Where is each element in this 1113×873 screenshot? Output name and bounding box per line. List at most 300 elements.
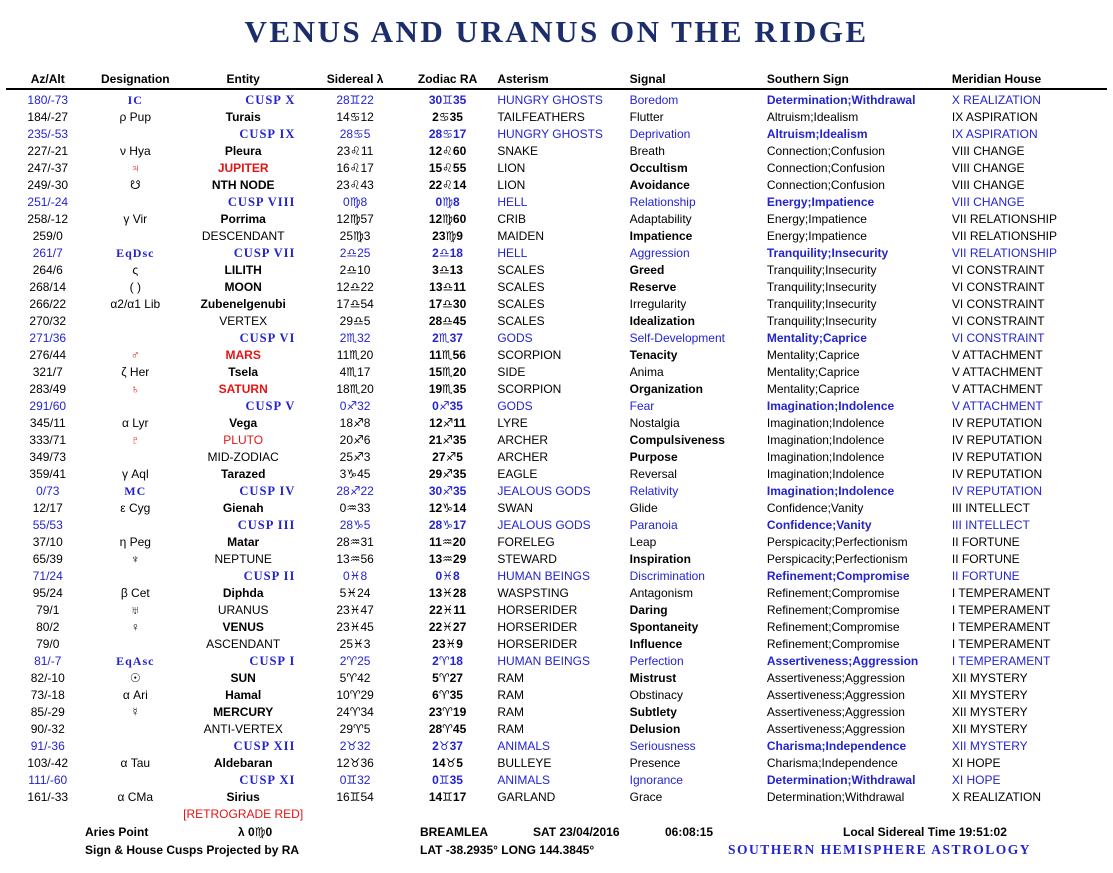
cell-des [90, 449, 182, 466]
table-row [6, 755, 1107, 772]
cell-entity: Porrima [220, 212, 266, 226]
cell-south: Mentality;Caprice [766, 365, 860, 379]
cell-ra: 13♒29 [428, 552, 467, 566]
cell-ast: RAM [497, 722, 524, 736]
table-row [6, 143, 1107, 160]
aries-point-value: λ 0♍0 [238, 825, 273, 839]
cell-south: Mentality;Caprice [766, 348, 860, 362]
cell-des: ♃ [130, 161, 140, 175]
cell-az: 345/11 [29, 416, 66, 430]
table-row [6, 364, 1107, 381]
cell-ast: RAM [497, 705, 524, 719]
cell-ast: ANIMALS [497, 773, 551, 787]
table-row [6, 279, 1107, 296]
cell-ast: HORSERIDER [497, 620, 578, 634]
cell-south: Perspicacity;Perfectionism [766, 552, 908, 566]
cell-south: Imagination;Indolence [766, 433, 885, 447]
cell-house: XII MYSTERY [951, 722, 1028, 736]
cell-south: Charisma;Independence [766, 739, 907, 753]
cell-south: Altruism;Idealism [766, 127, 868, 141]
cell-des: β Cet [120, 586, 150, 600]
cell-entity: CUSP VII [233, 246, 296, 260]
cell-house: IX ASPIRATION [951, 127, 1038, 141]
cell-sig: Aggression [629, 246, 690, 260]
cell-entity: Gienah [222, 501, 264, 515]
cell-sid: 5♈42 [339, 671, 371, 685]
cell-ra: 17♎30 [428, 297, 467, 311]
cell-des: ♂ [130, 348, 140, 362]
cell-des: ♀ [130, 620, 140, 634]
cell-sid: 4♏17 [339, 365, 371, 379]
cell-des [90, 636, 182, 653]
cell-house: XII MYSTERY [951, 688, 1028, 702]
cell-az: 180/-73 [27, 93, 69, 107]
page-title: VENUS AND URANUS ON THE RIDGE [244, 14, 869, 49]
cell-sig: Relationship [629, 195, 696, 209]
cell-ast: RAM [497, 671, 524, 685]
cell-ra: 0♓8 [435, 569, 460, 583]
cell-house: V ATTACHMENT [951, 365, 1043, 379]
cell-house: XI HOPE [951, 773, 1001, 787]
cell-house: IV REPUTATION [951, 433, 1043, 447]
cell-sid: 2♏32 [339, 331, 371, 345]
cell-des [90, 517, 181, 534]
table-row [6, 347, 1107, 364]
table-row [6, 721, 1107, 738]
cell-sig: Irregularity [629, 297, 687, 311]
cell-sig: Antagonism [629, 586, 693, 600]
column-header-ra: Zodiac RA [417, 72, 478, 86]
cell-des: EqAsc [116, 654, 155, 668]
cell-house: II FORTUNE [951, 569, 1020, 583]
cell-house: VIII CHANGE [951, 178, 1025, 192]
cell-az: 12/17 [32, 501, 63, 515]
cell-house: II FORTUNE [951, 552, 1020, 566]
cell-house: VI CONSTRAINT [951, 263, 1045, 277]
cell-south: Refinement;Compromise [766, 603, 900, 617]
cell-house: IV REPUTATION [951, 467, 1043, 481]
table-row [6, 466, 1107, 483]
cell-az: 276/44 [29, 348, 67, 362]
cell-entity: MERCURY [213, 705, 274, 719]
cell-ra: 23♍9 [432, 229, 463, 243]
cell-south: Imagination;Indolence [766, 484, 895, 498]
cell-sig: Seriousness [629, 739, 696, 753]
cell-entity: NEPTUNE [214, 552, 272, 566]
column-header-az: Az/Alt [30, 72, 65, 86]
local-sidereal-time: Local Sidereal Time 19:51:02 [843, 825, 1007, 839]
cell-entity: VENUS [222, 620, 264, 634]
cell-entity: CUSP V [245, 399, 296, 413]
cell-entity: CUSP I [249, 654, 296, 668]
cell-az: 85/-29 [30, 705, 65, 719]
cusp-row [6, 126, 1107, 143]
cell-ast: STEWARD [497, 552, 557, 566]
cell-entity: SUN [230, 671, 256, 685]
cell-az: 266/22 [29, 297, 67, 311]
cell-ra: 6♈35 [432, 688, 463, 702]
cell-sid: 12♉36 [336, 756, 374, 770]
cell-az: 261/7 [32, 246, 63, 260]
cell-ast: SWAN [497, 501, 533, 515]
cell-az: 258/-12 [27, 212, 69, 226]
cell-ra: 12♑14 [428, 501, 467, 515]
cell-house: III INTELLECT [951, 501, 1030, 515]
cell-ast: TAILFEATHERS [497, 110, 585, 124]
cell-sig: Self-Development [629, 331, 725, 345]
cell-entity: NTH NODE [211, 178, 275, 192]
cell-sid: 23♓45 [336, 620, 374, 634]
cell-sig [626, 806, 763, 823]
cell-des: IC [127, 93, 143, 107]
cell-ra: 15♏20 [428, 365, 467, 379]
cell-sig: Deprivation [629, 127, 691, 141]
table-row [6, 109, 1107, 126]
cell-sid: 23♓47 [336, 603, 374, 617]
cell-ra: 2♉37 [432, 739, 463, 753]
cell-entity: ASCENDANT [206, 637, 281, 651]
cell-house: I TEMPERAMENT [951, 620, 1051, 634]
cell-sig: Tenacity [629, 348, 678, 362]
cell-entity: CUSP VI [239, 331, 296, 345]
cell-sid: 20♐6 [339, 433, 371, 447]
cell-az: 161/-33 [27, 790, 69, 804]
cell-az: 79/0 [36, 637, 60, 651]
cell-south: Energy;Impatience [766, 212, 867, 226]
cell-sid: 28♊22 [336, 93, 374, 107]
cell-south: Imagination;Indolence [766, 399, 895, 413]
table-row [6, 228, 1107, 245]
cell-south: Connection;Confusion [766, 144, 885, 158]
cell-sid: 2♉32 [339, 739, 371, 753]
cell-ast: MAIDEN [497, 229, 544, 243]
cell-az: 283/49 [29, 382, 67, 396]
cell-sid: 5♓24 [339, 586, 371, 600]
cell-south: Charisma;Independence [766, 756, 898, 770]
cell-sig: Breath [629, 144, 665, 158]
cell-entity: VERTEX [219, 314, 268, 328]
table-row [6, 500, 1107, 517]
cell-des [90, 228, 182, 245]
cell-des: ♆ [130, 552, 140, 566]
cell-south: Refinement;Compromise [766, 637, 900, 651]
cell-ra: 30♐35 [428, 484, 467, 498]
column-header-sig: Signal [629, 72, 666, 86]
cusp-row [6, 772, 1107, 789]
cell-ra: 22♓27 [428, 620, 467, 634]
cell-sid: 2♈25 [339, 654, 371, 668]
cell-sid: 0♐32 [339, 399, 371, 413]
cell-ast: JEALOUS GODS [497, 518, 591, 532]
cell-ra: 19♏35 [428, 382, 467, 396]
cell-sid: 13♒56 [336, 552, 374, 566]
cell-ra: 0♊35 [432, 773, 463, 787]
cell-des: ρ Pup [119, 110, 152, 124]
cell-ast: HUMAN BEINGS [497, 654, 591, 668]
cell-house: VII RELATIONSHIP [951, 212, 1058, 226]
cell-des: α Tau [120, 756, 151, 770]
table-row [6, 551, 1107, 568]
cell-sig: Nostalgia [629, 416, 680, 430]
cell-ast: SCALES [497, 280, 545, 294]
cell-az: 264/6 [32, 263, 63, 277]
cell-sid: 12♍57 [336, 212, 374, 226]
cell-ast: SCORPION [497, 382, 562, 396]
cell-des: ♇ [130, 433, 140, 447]
cusp-row [6, 738, 1107, 755]
cell-south: Tranquility;Insecurity [766, 297, 877, 311]
cell-sid: 16♌17 [336, 161, 374, 175]
cell-des: γ Vir [123, 212, 148, 226]
cell-ra: 22♌14 [428, 178, 467, 192]
cell-south: Altruism;Idealism [766, 110, 859, 124]
cell-az: 271/36 [29, 331, 67, 345]
cell-az: 81/-7 [34, 654, 62, 668]
brand-name: SOUTHERN HEMISPHERE ASTROLOGY [728, 842, 1032, 857]
table-row [6, 704, 1107, 721]
cell-sid: 29♈5 [339, 722, 371, 736]
cell-house: I TEMPERAMENT [951, 654, 1051, 668]
cell-az: 247/-37 [27, 161, 69, 175]
cell-ast: EAGLE [497, 467, 538, 481]
cell-des: ☋ [129, 178, 141, 192]
cell-entity: LILITH [224, 263, 262, 277]
cell-ra: 2♎18 [432, 246, 463, 260]
cell-ast: WASPSTING [497, 586, 569, 600]
cell-des: ( ) [129, 280, 141, 294]
table-row [6, 262, 1107, 279]
column-header-entity: Entity [226, 72, 260, 86]
cell-sig: Mistrust [629, 671, 677, 685]
cell-entity: JUPITER [217, 161, 269, 175]
cell-ast: FORELEG [497, 535, 555, 549]
cell-sid: 25♓3 [339, 637, 371, 651]
cell-az: 91/-36 [30, 739, 65, 753]
cell-ast: RAM [497, 688, 524, 702]
cell-sid: 23♌43 [336, 178, 374, 192]
cell-sid: 12♎22 [336, 280, 374, 294]
cell-south: Assertiveness;Aggression [766, 671, 905, 685]
cell-sig: Organization [629, 382, 703, 396]
cell-sid: 24♈34 [336, 705, 374, 719]
cell-ra: 28♎45 [428, 314, 467, 328]
cell-sig: Flutter [629, 110, 664, 124]
cell-des: MC [124, 484, 147, 498]
cell-south: Tranquility;Insecurity [766, 246, 889, 260]
cell-des: α Lyr [122, 416, 149, 430]
cell-ast: LYRE [497, 416, 528, 430]
cell-ast: BULLEYE [497, 756, 552, 770]
cusp-row [6, 483, 1107, 500]
cell-sig: Fear [629, 399, 655, 413]
cell-des: ♄ [130, 382, 140, 396]
footer-line-1 [0, 823, 1113, 841]
cell-entity: Diphda [222, 586, 264, 600]
cell-ra: 2♋35 [432, 110, 463, 124]
cell-ast: SCORPION [497, 348, 562, 362]
cell-az: 359/41 [29, 467, 67, 481]
cell-sig: Purpose [629, 450, 678, 464]
cell-sig: Delusion [629, 722, 681, 736]
cell-sig: Idealization [629, 314, 695, 328]
cell-entity: Aldebaran [213, 756, 273, 770]
cell-sig: Influence [629, 637, 683, 651]
cell-sid: 2♎25 [339, 246, 371, 260]
cell-des: α2/α1 Lib [110, 297, 161, 311]
cell-az: 227/-21 [27, 144, 69, 158]
cell-az: 65/39 [32, 552, 63, 566]
cell-house: II FORTUNE [951, 535, 1020, 549]
cell-sig: Inspiration [629, 552, 691, 566]
cell-ra: 13♓28 [428, 586, 467, 600]
cell-entity: Pleura [224, 144, 262, 158]
cell-des: ς [132, 263, 139, 277]
cell-ast: SCALES [497, 263, 545, 277]
cell-entity: URANUS [217, 603, 269, 617]
cell-ra: 14♉5 [432, 756, 463, 770]
cell-az: 79/1 [36, 603, 60, 617]
cell-sid: 3♑45 [339, 467, 371, 481]
cell-house: X REALIZATION [951, 93, 1041, 107]
cell-ast: GARLAND [497, 790, 556, 804]
cell-sid: 17♎54 [336, 297, 374, 311]
column-header-house: Meridian House [951, 72, 1042, 86]
cell-south: Determination;Withdrawal [766, 773, 916, 787]
cell-ast: LION [497, 178, 526, 192]
cell-des: ε Cyg [120, 501, 151, 515]
cell-des [90, 126, 181, 143]
cell-south: Energy;Impatience [766, 229, 867, 243]
cell-sig: Presence [629, 756, 681, 770]
cell-ast: HUNGRY GHOSTS [497, 93, 603, 107]
cell-south: Confidence;Vanity [766, 501, 864, 515]
cell-sig: Perfection [629, 654, 684, 668]
cell-sig: Reversal [629, 467, 677, 481]
cell-az: 184/-27 [27, 110, 69, 124]
cell-entity: CUSP IX [239, 127, 296, 141]
cell-des [90, 772, 181, 789]
cell-ra: 23♈19 [428, 705, 467, 719]
cell-ra: 27♐5 [432, 450, 463, 464]
cell-sid: 18♏20 [336, 382, 374, 396]
cell-des: α Ari [122, 688, 148, 702]
cell-az: 73/-18 [30, 688, 65, 702]
cell-az: 71/24 [32, 569, 63, 583]
cell-sig: Anima [629, 365, 664, 379]
cell-house: VI CONSTRAINT [951, 331, 1045, 345]
column-header-south: Southern Sign [766, 72, 849, 86]
cell-south: Mentality;Caprice [766, 382, 860, 396]
cell-ra: 28♋17 [428, 127, 467, 141]
cell-sig: Daring [629, 603, 668, 617]
column-header-des: Designation [100, 72, 170, 86]
cell-sig: Glide [629, 501, 658, 515]
cell-south: Determination;Withdrawal [766, 790, 905, 804]
cell-house: V ATTACHMENT [951, 382, 1043, 396]
cell-south: Imagination;Indolence [766, 450, 885, 464]
cell-az: 55/53 [32, 518, 63, 532]
cell-az: 90/-32 [30, 722, 65, 736]
cell-house: V ATTACHMENT [951, 399, 1043, 413]
cell-sig: Boredom [629, 93, 679, 107]
cell-entity: CUSP X [245, 93, 296, 107]
cell-south [763, 806, 948, 823]
cell-az: 82/-10 [30, 671, 65, 685]
location-name: BREAMLEA [420, 825, 488, 839]
cell-sid: 29♎5 [339, 314, 371, 328]
cell-az: 95/24 [32, 586, 63, 600]
cell-sid: 0♒33 [339, 501, 371, 515]
cell-az: 111/-60 [28, 773, 68, 787]
cell-south: Confidence;Vanity [766, 518, 872, 532]
cell-ra: 0♐35 [432, 399, 463, 413]
cell-house: III INTELLECT [951, 518, 1030, 532]
cusp-row [6, 245, 1107, 262]
cell-des: ♅ [130, 603, 140, 617]
table-row [6, 585, 1107, 602]
cell-south: Imagination;Indolence [766, 416, 885, 430]
column-header-ast: Asterism [497, 72, 549, 86]
cell-des: η Peg [119, 535, 151, 549]
table-row [6, 636, 1107, 653]
cell-sig: Relativity [629, 484, 679, 498]
cell-az: 80/2 [36, 620, 60, 634]
cell-ra: 5♈27 [432, 671, 463, 685]
cell-sig: Greed [629, 263, 665, 277]
cell-entity: CUSP XI [239, 773, 296, 787]
cell-entity: PLUTO [223, 433, 264, 447]
cusp-row [6, 568, 1107, 585]
cell-sid [305, 806, 404, 823]
lat-long: LAT -38.2935° LONG 144.3845° [420, 843, 595, 857]
cell-az [6, 806, 90, 823]
cell-house: XII MYSTERY [951, 671, 1028, 685]
cell-des [90, 806, 182, 823]
column-header-sid: Sidereal λ [326, 72, 384, 86]
cell-ast: LION [497, 161, 526, 175]
cell-south: Assertiveness;Aggression [766, 688, 905, 702]
cell-ra: 0♍8 [435, 195, 460, 209]
cell-az: 333/71 [29, 433, 67, 447]
cell-south: Refinement;Compromise [766, 586, 900, 600]
cell-ast: HUNGRY GHOSTS [497, 127, 603, 141]
cell-house: IV REPUTATION [951, 484, 1043, 498]
cell-des: EqDsc [116, 246, 155, 260]
cell-az: 0/73 [36, 484, 60, 498]
cell-ra: 3♎13 [432, 263, 463, 277]
cell-sid: 16♊54 [336, 790, 374, 804]
cell-house: XII MYSTERY [951, 739, 1028, 753]
cell-sid: 0♍8 [343, 195, 368, 209]
cell-sig: Adaptability [629, 212, 692, 226]
cell-entity: MARS [225, 348, 261, 362]
cell-sid: 25♐3 [339, 450, 371, 464]
cusp-row [6, 653, 1107, 670]
cell-house: I TEMPERAMENT [951, 637, 1051, 651]
cell-house: VIII CHANGE [951, 195, 1025, 209]
cell-south: Tranquility;Insecurity [766, 263, 877, 277]
cell-des: ν Hya [119, 144, 151, 158]
cell-sig: Spontaneity [629, 620, 699, 634]
cell-sid: 28♑5 [339, 518, 371, 532]
cell-entity: Matar [227, 535, 260, 549]
cell-az: 321/7 [32, 365, 63, 379]
cell-ast: HELL [497, 195, 528, 209]
cell-ra: 22♓11 [429, 603, 466, 617]
cell-des [90, 194, 181, 211]
cell-house: VI CONSTRAINT [951, 314, 1045, 328]
table-row [6, 602, 1107, 619]
